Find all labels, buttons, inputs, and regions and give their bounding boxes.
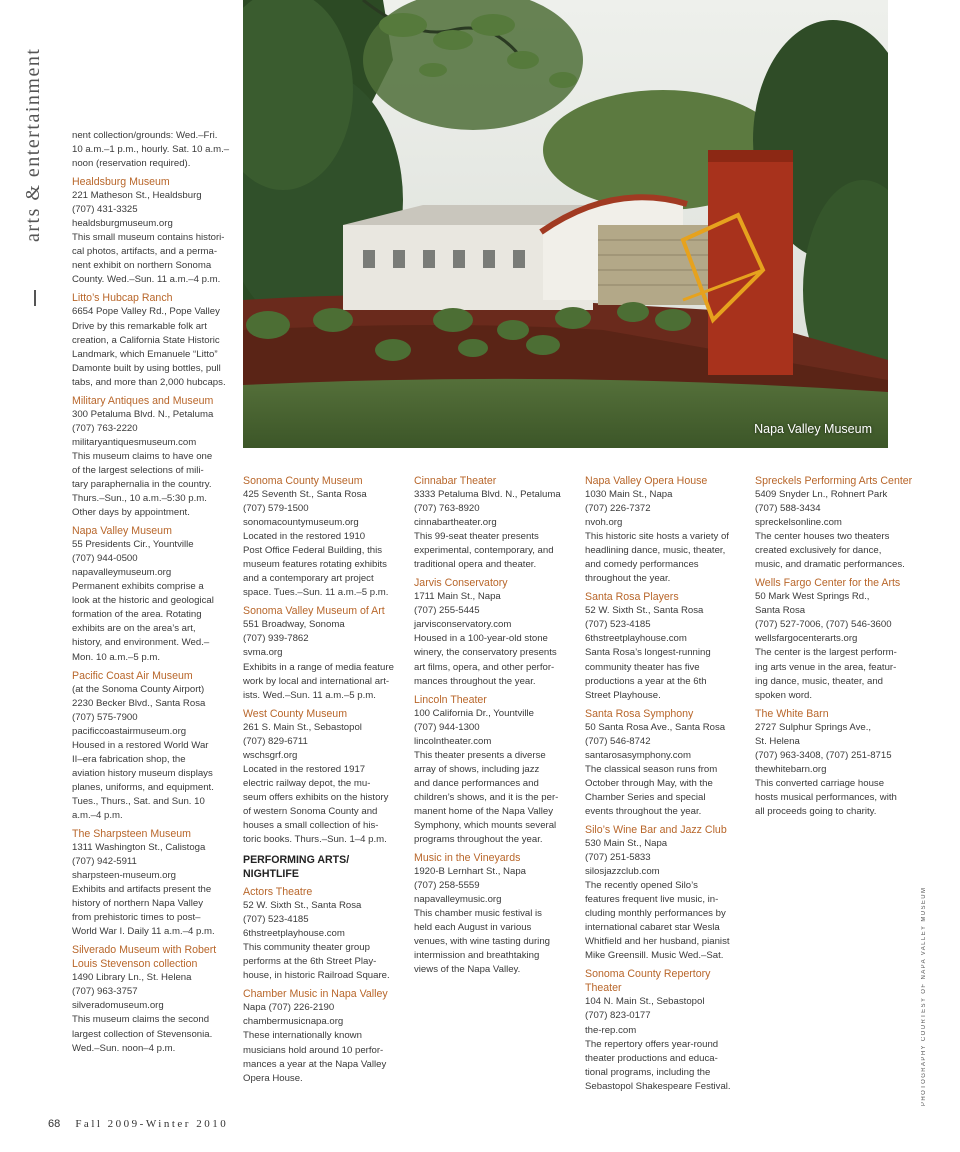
page-footer <box>48 1118 228 1130</box>
listing-name: Silo’s Wine Bar and Jazz Club <box>585 823 727 836</box>
listing-line: community theater has five <box>585 661 700 673</box>
listing-entry <box>755 474 915 572</box>
listing-entry <box>414 474 574 572</box>
listing-line: This 99-seat theater presents <box>414 531 539 543</box>
listing-line: exhibits are on the area’s art, <box>72 623 196 635</box>
listing-line: (707) 763-8920 <box>414 503 480 515</box>
listing-line: 5409 Snyder Ln., Rohnert Park <box>755 489 888 500</box>
listing-entry <box>414 576 574 688</box>
listing-entry <box>585 967 745 1093</box>
listing-line: programs throughout the year. <box>414 834 543 846</box>
listing-line: militaryantiquesmuseum.com <box>72 436 197 448</box>
listing-line: This community theater group <box>243 942 370 954</box>
listing-line: houses a small collection of his- <box>243 819 379 831</box>
listing-line: napavalleymuseum.org <box>72 567 172 579</box>
listing-line: ing arts venue in the area, featur- <box>755 661 897 673</box>
listing-name: Cinnabar Theater <box>414 475 497 487</box>
listing-line: planes, uniforms, and equipment. <box>72 781 214 793</box>
listing-line: of the largest selections of mili- <box>72 464 204 476</box>
listing-line: (707) 546-8742 <box>585 735 651 747</box>
listing-line: 104 N. Main St., Sebastopol <box>585 996 705 1008</box>
listing-entry <box>585 707 745 819</box>
listing-line: Street Playhouse. <box>585 689 661 701</box>
listing-line: This theater presents a diverse <box>414 749 546 761</box>
listing-line: This historic site hosts a variety of <box>585 531 729 543</box>
listing-line: 50 Mark West Springs Rd., <box>755 591 870 603</box>
photo-caption: Napa Valley Museum <box>754 422 872 436</box>
listing-line: The center houses two theaters <box>755 531 890 543</box>
listing-line: headlining dance, music, theater, <box>585 545 726 557</box>
listing-line: Opera House. <box>243 1072 303 1084</box>
listing-line: cinnabartheater.org <box>414 517 497 529</box>
listing-line: cal photos, artifacts, and a perma- <box>72 246 218 258</box>
listing-line: 6thstreetplayhouse.com <box>243 928 345 940</box>
listing-line: Drive by this remarkable folk art <box>72 320 207 332</box>
section-tag-label: arts & entertainment <box>22 48 44 243</box>
listing-name: West County Museum <box>243 707 348 720</box>
listing-line: musicians hold around 10 perfor- <box>243 1044 384 1056</box>
listing-line: tary paraphernalia in the country. <box>72 478 212 490</box>
listing-entry <box>72 394 232 520</box>
listing-line: (707) 226-7372 <box>585 503 651 515</box>
column-5 <box>755 474 915 823</box>
listing-line: (707) 255-5445 <box>414 605 480 617</box>
listing-line: mances a year at the Napa Valley <box>243 1058 387 1070</box>
listing-line: (707) 579-1500 <box>243 503 309 515</box>
listing-name: The Sharpsteen Museum <box>72 828 191 841</box>
listing-line: sonomacountymuseum.org <box>243 517 359 529</box>
listing-line: jarvisconservatory.com <box>414 619 512 631</box>
listing-line: views of the Napa Valley. <box>414 964 521 976</box>
listing-line: Housed in a 100-year-old stone <box>414 633 548 645</box>
listing-line: (707) 527-7006, (707) 546-3600 <box>755 619 892 631</box>
listing-entry <box>755 707 915 819</box>
listing-line: The center is the largest perform- <box>755 647 897 659</box>
listing-name: Silverado Museum with Robert Louis Stevenson collection <box>72 944 217 971</box>
listing-name: Pacific Coast Air Museum <box>72 669 193 682</box>
listing-line: 6thstreetplayhouse.com <box>585 633 687 645</box>
napa-valley-museum-photo <box>243 0 888 448</box>
listing-line: music, and dramatic performances. <box>755 559 905 571</box>
listing-line: ists. Wed.–Sun. 11 a.m.–5 p.m. <box>243 689 376 701</box>
listing-line: (707) 523-4185 <box>243 914 309 926</box>
listing-line: silosjazzclub.com <box>585 866 660 878</box>
listing-line: Santa Rosa <box>755 605 806 617</box>
listing-line: museum features rotating exhibits <box>243 559 387 571</box>
listing-entry <box>72 827 232 939</box>
listing-line: tabs, and more than 2,000 hubcaps. <box>72 376 226 388</box>
listing-name: Chamber Music in Napa Valley <box>243 988 388 1001</box>
listing-line: winery, the conservatory presents <box>414 647 557 659</box>
listing-line: svma.org <box>243 647 283 659</box>
listing-line: Located in the restored 1910 <box>243 531 366 543</box>
listing-line: nent exhibit on northern Sonoma <box>72 260 212 272</box>
listing-line: of western Sonoma County and <box>243 805 378 817</box>
listing-line: Exhibits in a range of media feature <box>243 661 394 673</box>
listing-line: and comedy performances <box>585 559 699 571</box>
listing-line: sharpsteen-museum.org <box>72 870 176 882</box>
listing-line: 1311 Washington St., Calistoga <box>72 842 206 854</box>
listing-line: formation of the area. Rotating <box>72 609 202 621</box>
listing-line: (707) 588-3434 <box>755 503 821 515</box>
listing-line: Located in the restored 1917 <box>243 763 366 775</box>
column-3 <box>414 474 574 981</box>
listing-line: 100 California Dr., Yountville <box>414 707 534 719</box>
photo-credit-text: PHOTOGRAPHY COURTESY OF NAPA VALLEY MUSEUM <box>921 886 927 1106</box>
listing-entry <box>72 669 232 823</box>
listing-line: World War I. Daily 11 a.m.–4 p.m. <box>72 926 215 938</box>
listing-line: 425 Seventh St., Santa Rosa <box>243 489 367 500</box>
listing-line: Post Office Federal Building, this <box>243 545 383 557</box>
listing-line: wschsgrf.org <box>243 749 298 761</box>
listing-line: This small museum contains histori- <box>72 232 225 244</box>
listing-name: Wells Fargo Center for the Arts <box>755 577 901 590</box>
listing-line: children’s shows, and it is the per- <box>414 791 559 803</box>
listing-line: a.m.–4 p.m. <box>72 809 123 821</box>
listing-line: These internationally known <box>243 1030 362 1042</box>
listing-line: The repertory offers year-round <box>585 1038 719 1050</box>
listing-line: (707) 944-0500 <box>72 553 138 565</box>
listing-line: spreckelsonline.com <box>755 517 842 529</box>
listing-line: Thurs.–Sun., 10 a.m.–5:30 p.m. <box>72 493 207 505</box>
listing-line: throughout the year. <box>585 573 671 585</box>
listing-line: (707) 523-4185 <box>585 619 651 631</box>
listing-line: This museum claims the second <box>72 1014 210 1026</box>
listing-line: venues, with wine tasting during <box>414 936 550 948</box>
listing-line: art films, opera, and other perfor- <box>414 661 555 673</box>
section-heading: PERFORMING ARTS/ NIGHTLIFE <box>243 854 350 881</box>
listing-line: (707) 963-3757 <box>72 986 138 998</box>
photo-credit <box>921 884 933 1106</box>
listing-line: created exclusively for dance, <box>755 545 882 557</box>
listing-name: Actors Theatre <box>243 886 313 899</box>
listing-line: Sebastopol Shakespeare Festival. <box>585 1080 731 1092</box>
listing-line: This converted carriage house <box>755 777 885 789</box>
listing-line: array of shows, including jazz <box>414 763 540 775</box>
listing-entry <box>585 590 745 702</box>
listing-name: Sonoma County Repertory Theater <box>585 968 711 995</box>
listing-line: aviation history museum displays <box>72 767 213 779</box>
listing-line: Mike Greensill. Music Wed.–Sat. <box>585 950 724 962</box>
listing-line: look at the historic and geological <box>72 595 214 607</box>
listing-line: This museum claims to have one <box>72 450 213 462</box>
continued-text <box>72 129 232 171</box>
continued-line: nent collection/grounds: Wed.–Fri. <box>72 130 218 141</box>
listing-name: The White Barn <box>755 707 829 720</box>
listing-line: mances throughout the year. <box>414 675 536 687</box>
listing-line: seum offers exhibits on the history <box>243 791 389 803</box>
listing-line: performs at the 6th Street Play- <box>243 956 377 968</box>
listing-line: largest collection of Stevensonia. <box>72 1028 213 1040</box>
listing-line: 2230 Becker Blvd., Santa Rosa <box>72 697 206 709</box>
listing-line: (707) 944-1300 <box>414 721 480 733</box>
listing-line: ing dance, music, theater, and <box>755 675 883 687</box>
listing-line: healdsburgmuseum.org <box>72 218 173 230</box>
listing-line: (707) 939-7862 <box>243 633 309 645</box>
listing-entry <box>755 576 915 702</box>
listing-line: theater productions and educa- <box>585 1052 718 1064</box>
listing-line: cluding monthly performances by <box>585 908 726 920</box>
listing-line: experimental, contemporary, and <box>414 545 554 557</box>
listing-entry <box>243 604 403 702</box>
listing-name: Military Antiques and Museum <box>72 394 214 407</box>
listing-line: 1711 Main St., Napa <box>414 591 501 603</box>
listing-line: hosts musical performances, with <box>755 791 897 803</box>
listing-line: 1920-B Lernhart St., Napa <box>414 866 526 878</box>
listing-line: intermission and breathtaking <box>414 950 540 962</box>
listing-line: 1030 Main St., Napa <box>585 489 673 500</box>
listing-line: (707) 823-0177 <box>585 1010 651 1022</box>
listing-line: tional programs, including the <box>585 1066 711 1078</box>
listing-name: Napa Valley Opera House <box>585 475 708 487</box>
listing-entry <box>414 851 574 977</box>
listing-line: Other days by appointment. <box>72 507 190 519</box>
listing-line: electric railway depot, the mu- <box>243 777 371 789</box>
listing-line: 2727 Sulphur Springs Ave., <box>755 721 872 733</box>
listing-line: 3333 Petaluma Blvd. N., Petaluma <box>414 489 561 500</box>
listing-line: work by local and international art- <box>243 675 390 687</box>
listing-name: Napa Valley Museum <box>72 525 172 538</box>
listing-line: The recently opened Silo’s <box>585 880 698 892</box>
listing-line: 300 Petaluma Blvd. N., Petaluma <box>72 408 214 420</box>
listing-entry <box>243 987 403 1085</box>
listing-line: international cabaret star Wesla <box>585 922 720 934</box>
listing-entry <box>585 823 745 963</box>
listing-line: St. Helena <box>755 735 800 747</box>
listing-line: traditional opera and theater. <box>414 559 537 571</box>
listing-line: Mon. 10 a.m.–5 p.m. <box>72 651 160 663</box>
listing-name: Healdsburg Museum <box>72 176 170 189</box>
listing-line: pacificcoastairmuseum.org <box>72 725 187 737</box>
listing-line: wellsfargocenterarts.org <box>755 633 858 645</box>
listing-line: (707) 258-5559 <box>414 880 480 892</box>
listing-line: all proceeds going to charity. <box>755 805 877 817</box>
listing-line: creation, a California State Historic <box>72 334 220 346</box>
listing-line: 50 Santa Rosa Ave., Santa Rosa <box>585 721 726 733</box>
listing-entry <box>72 291 232 389</box>
page-number: 68 <box>48 1118 61 1130</box>
listing-line: Damonte built by using bottles, pull <box>72 362 221 374</box>
listing-name: Santa Rosa Symphony <box>585 707 694 720</box>
listing-line: (at the Sonoma County Airport) <box>72 683 205 695</box>
listing-line: Symphony, which mounts several <box>414 819 557 831</box>
listing-line: napavalleymusic.org <box>414 894 502 906</box>
listing-name: Sonoma County Museum <box>243 475 363 487</box>
listing-name: Spreckels Performing Arts Center <box>755 475 913 487</box>
section-tag-rule <box>34 290 36 306</box>
section-tag <box>22 48 50 303</box>
listing-entry <box>243 885 403 983</box>
listing-line: 52 W. Sixth St., Santa Rosa <box>585 605 704 617</box>
listing-entry <box>243 474 403 600</box>
listing-line: Tues., Thurs., Sat. and Sun. 10 <box>72 795 205 807</box>
listing-line: (707) 575-7900 <box>72 711 138 723</box>
listing-line: (707) 763-2220 <box>72 422 138 434</box>
listing-line: productions a year at the 6th <box>585 675 707 687</box>
listing-line: The classical season runs from <box>585 763 718 775</box>
listing-line: thewhitebarn.org <box>755 763 827 775</box>
listing-line: This chamber music festival is <box>414 908 542 920</box>
listing-line: 221 Matheson St., Healdsburg <box>72 190 202 202</box>
listing-line: (707) 251-5833 <box>585 852 651 864</box>
listing-line: toric books. Thurs.–Sun. 1–4 p.m. <box>243 834 387 846</box>
listing-line: and dance performances and <box>414 777 539 789</box>
listing-line: manent home of the Napa Valley <box>414 805 554 817</box>
listing-line: house, in historic Railroad Square. <box>243 970 390 982</box>
listing-line: Napa (707) 226-2190 <box>243 1002 335 1014</box>
listing-line: chambermusicnapa.org <box>243 1016 344 1028</box>
listing-line: 6654 Pope Valley Rd., Pope Valley <box>72 306 220 318</box>
listing-line: Santa Rosa’s longest-running <box>585 647 711 659</box>
listing-line: held each August in various <box>414 922 532 934</box>
listing-entry <box>414 693 574 847</box>
listing-line: (707) 829-6711 <box>243 735 308 747</box>
listing-name: Jarvis Conservatory <box>414 577 508 590</box>
listing-line: 261 S. Main St., Sebastopol <box>243 721 362 733</box>
listing-line: Chamber Series and special <box>585 791 706 803</box>
issue-date: Fall 2009-Winter 2010 <box>75 1118 229 1130</box>
listing-line: 530 Main St., Napa <box>585 837 668 849</box>
listing-entry <box>72 175 232 287</box>
listing-line: Housed in a restored World War <box>72 739 209 751</box>
listing-line: from prehistoric times to post– <box>72 912 201 924</box>
listing-name: Santa Rosa Players <box>585 591 679 604</box>
listing-line: County. Wed.–Sun. 11 a.m.–4 p.m. <box>72 274 221 286</box>
museum-photo-illustration <box>243 0 888 448</box>
listing-line: 551 Broadway, Sonoma <box>243 619 345 631</box>
listing-line: (707) 942-5911 <box>72 856 137 868</box>
column-1 <box>72 129 232 1060</box>
continued-line: noon (reservation required). <box>72 158 191 170</box>
listing-line: the-rep.com <box>585 1024 637 1036</box>
listing-line: lincolntheater.com <box>414 735 492 747</box>
listing-line: events throughout the year. <box>585 805 702 817</box>
column-2 <box>243 474 403 1090</box>
listing-entry <box>243 707 403 847</box>
listing-line: (707) 963-3408, (707) 251-8715 <box>755 749 892 761</box>
listing-name: Lincoln Theater <box>414 693 487 706</box>
listing-line: Whitfield and her husband, pianist <box>585 936 730 948</box>
listing-line: space. Tues.–Sun. 11 a.m.–5 p.m. <box>243 587 389 599</box>
listing-line: II–era fabrication shop, the <box>72 753 186 765</box>
listing-line: history of northern Napa Valley <box>72 898 204 910</box>
listing-name: Litto’s Hubcap Ranch <box>72 292 173 305</box>
listing-name: Music in the Vineyards <box>414 852 521 865</box>
listing-line: Exhibits and artifacts present the <box>72 884 212 896</box>
listing-line: silveradomuseum.org <box>72 1000 164 1012</box>
listing-line: Landmark, which Emanuele “Litto” <box>72 348 218 360</box>
listing-line: October through May, with the <box>585 777 713 789</box>
listing-line: nvoh.org <box>585 517 623 529</box>
listing-name: Sonoma Valley Museum of Art <box>243 605 385 618</box>
listing-entry <box>585 474 745 586</box>
listing-line: 55 Presidents Cir., Yountville <box>72 539 194 551</box>
listing-line: (707) 431-3325 <box>72 204 138 216</box>
listing-entry <box>72 524 232 664</box>
listing-line: 1490 Library Ln., St. Helena <box>72 972 192 984</box>
listing-line: Permanent exhibits comprise a <box>72 581 204 593</box>
listing-entry <box>72 943 232 1055</box>
listing-line: Wed.–Sun. noon–4 p.m. <box>72 1042 176 1054</box>
listing-line: features frequent live music, in- <box>585 894 719 906</box>
listing-line: 52 W. Sixth St., Santa Rosa <box>243 900 362 912</box>
listing-line: and a contemporary art project <box>243 573 374 585</box>
column-4 <box>585 474 745 1098</box>
listing-line: history, and environment. Wed.– <box>72 637 210 649</box>
listing-line: santarosasymphony.com <box>585 749 691 761</box>
listing-line: spoken word. <box>755 689 813 701</box>
continued-line: 10 a.m.–1 p.m., hourly. Sat. 10 a.m.– <box>72 144 230 156</box>
